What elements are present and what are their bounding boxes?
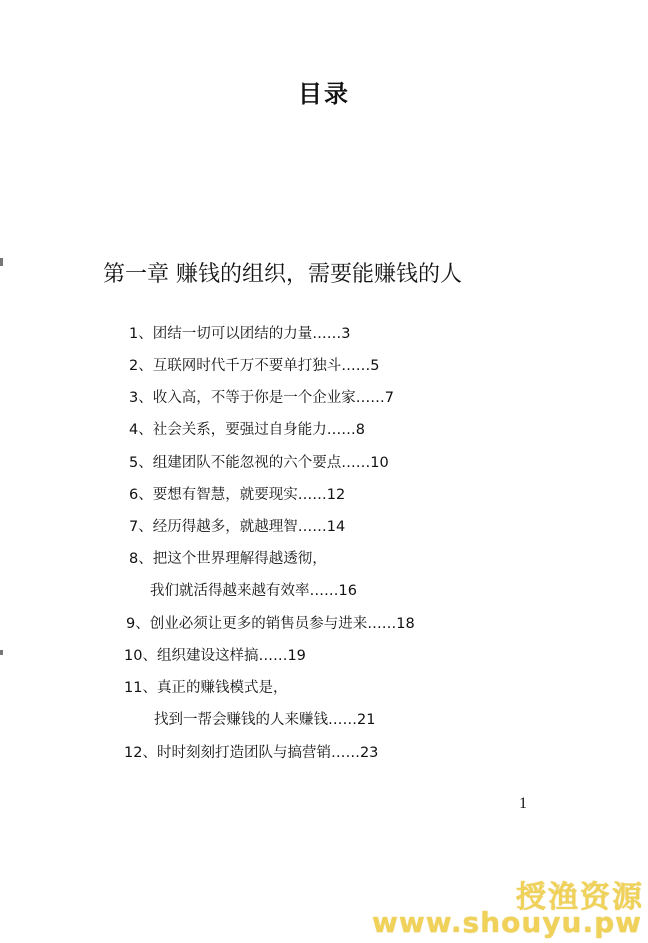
toc-entry-page: 18 [396, 616, 415, 632]
toc-entry [129, 418, 365, 439]
toc-entry-dots: …… [258, 648, 288, 664]
toc-entry-dots: …… [341, 358, 371, 374]
toc-entry-dots: …… [367, 616, 397, 632]
toc-entry-title: 经历得越多，就越理智 [152, 519, 298, 535]
toc-entry-page: 3 [341, 326, 351, 342]
toc-entry-dots: …… [330, 745, 360, 761]
toc-entry [126, 612, 415, 633]
toc-entry-title: 真正的赚钱模式是， [156, 680, 288, 696]
toc-entry-dots: …… [328, 712, 357, 728]
toc-entry [129, 354, 379, 375]
toc-entry-number: 4、 [129, 422, 153, 438]
toc-entry-number: 2、 [129, 358, 153, 374]
scan-margin-mark [0, 650, 3, 655]
toc-entry-page: 21 [357, 712, 376, 728]
toc-entry-title: 创业必须让更多的销售员参与进来 [149, 616, 368, 632]
toc-entry [124, 676, 287, 697]
toc-entry-dots: …… [312, 326, 342, 342]
toc-entry-page: 19 [287, 648, 306, 664]
toc-entry [129, 483, 345, 504]
toc-entry-title: 要想有智慧，就要现实 [152, 487, 298, 503]
toc-entry [124, 644, 306, 665]
toc-entry [129, 547, 327, 568]
toc-entry [129, 515, 345, 536]
scan-margin-mark [0, 258, 3, 266]
toc-entry-dots: …… [309, 583, 339, 599]
toc-entry-dots: …… [355, 390, 385, 406]
toc-entry-page: 7 [384, 390, 394, 406]
watermark-text: 授渔资源 [516, 880, 644, 915]
toc-entry-number: 3、 [129, 390, 153, 406]
toc-entry-dots: …… [326, 422, 356, 438]
toc-entry [129, 451, 389, 472]
page-number: 1 [519, 795, 527, 812]
toc-entry [129, 322, 350, 343]
toc-entry-page: 12 [326, 487, 346, 503]
toc-entry-number: 10、 [124, 648, 157, 664]
toc-entry-title: 社会关系，要强过自身能力 [152, 422, 327, 438]
toc-entry [129, 386, 394, 407]
toc-entry-title: 找到一帮会赚钱的人来赚钱 [154, 712, 328, 728]
toc-entry-title: 我们就活得越来越有效率 [150, 583, 310, 599]
toc-entry-number: 12、 [124, 745, 157, 761]
toc-title: 目录 [298, 80, 350, 108]
toc-entry-number: 8、 [129, 551, 153, 567]
toc-entry-number: 11、 [124, 680, 157, 696]
toc-entry [124, 741, 378, 762]
toc-entry-number: 5、 [129, 455, 153, 471]
toc-entry-dots: …… [297, 519, 327, 535]
toc-entry-page: 23 [359, 745, 379, 761]
toc-entry-title: 收入高，不等于你是一个企业家 [152, 390, 356, 406]
toc-entry-number: 1、 [129, 326, 153, 342]
toc-entry-title: 组建团队不能忽视的六个要点 [152, 455, 342, 471]
toc-entry-number: 6、 [129, 487, 153, 503]
toc-entry-number: 7、 [129, 519, 153, 535]
chapter-title: 第一章 赚钱的组织，需要能赚钱的人 [103, 262, 462, 287]
toc-entry-title: 把这个世界理解得越透彻， [152, 551, 327, 567]
toc-entry-page: 10 [370, 455, 389, 471]
toc-entry-title: 互联网时代千万不要单打独斗 [152, 358, 342, 374]
toc-entry-dots: …… [341, 455, 371, 471]
toc-entry-dots: …… [297, 487, 327, 503]
toc-entry-page: 16 [338, 583, 357, 599]
toc-entry [150, 579, 357, 600]
toc-entry-title: 团结一切可以团结的力量 [152, 326, 313, 342]
toc-entry-page: 14 [326, 519, 346, 535]
toc-entry-number: 9、 [126, 616, 150, 632]
toc-entry [154, 708, 375, 729]
watermark-url: www.shouyu.pw [372, 906, 642, 939]
toc-entry-page: 8 [355, 422, 365, 438]
toc-entry-title: 组织建设这样搞 [156, 648, 259, 664]
toc-entry-title: 时时刻刻打造团队与搞营销 [156, 745, 331, 761]
toc-entry-page: 5 [370, 358, 380, 374]
